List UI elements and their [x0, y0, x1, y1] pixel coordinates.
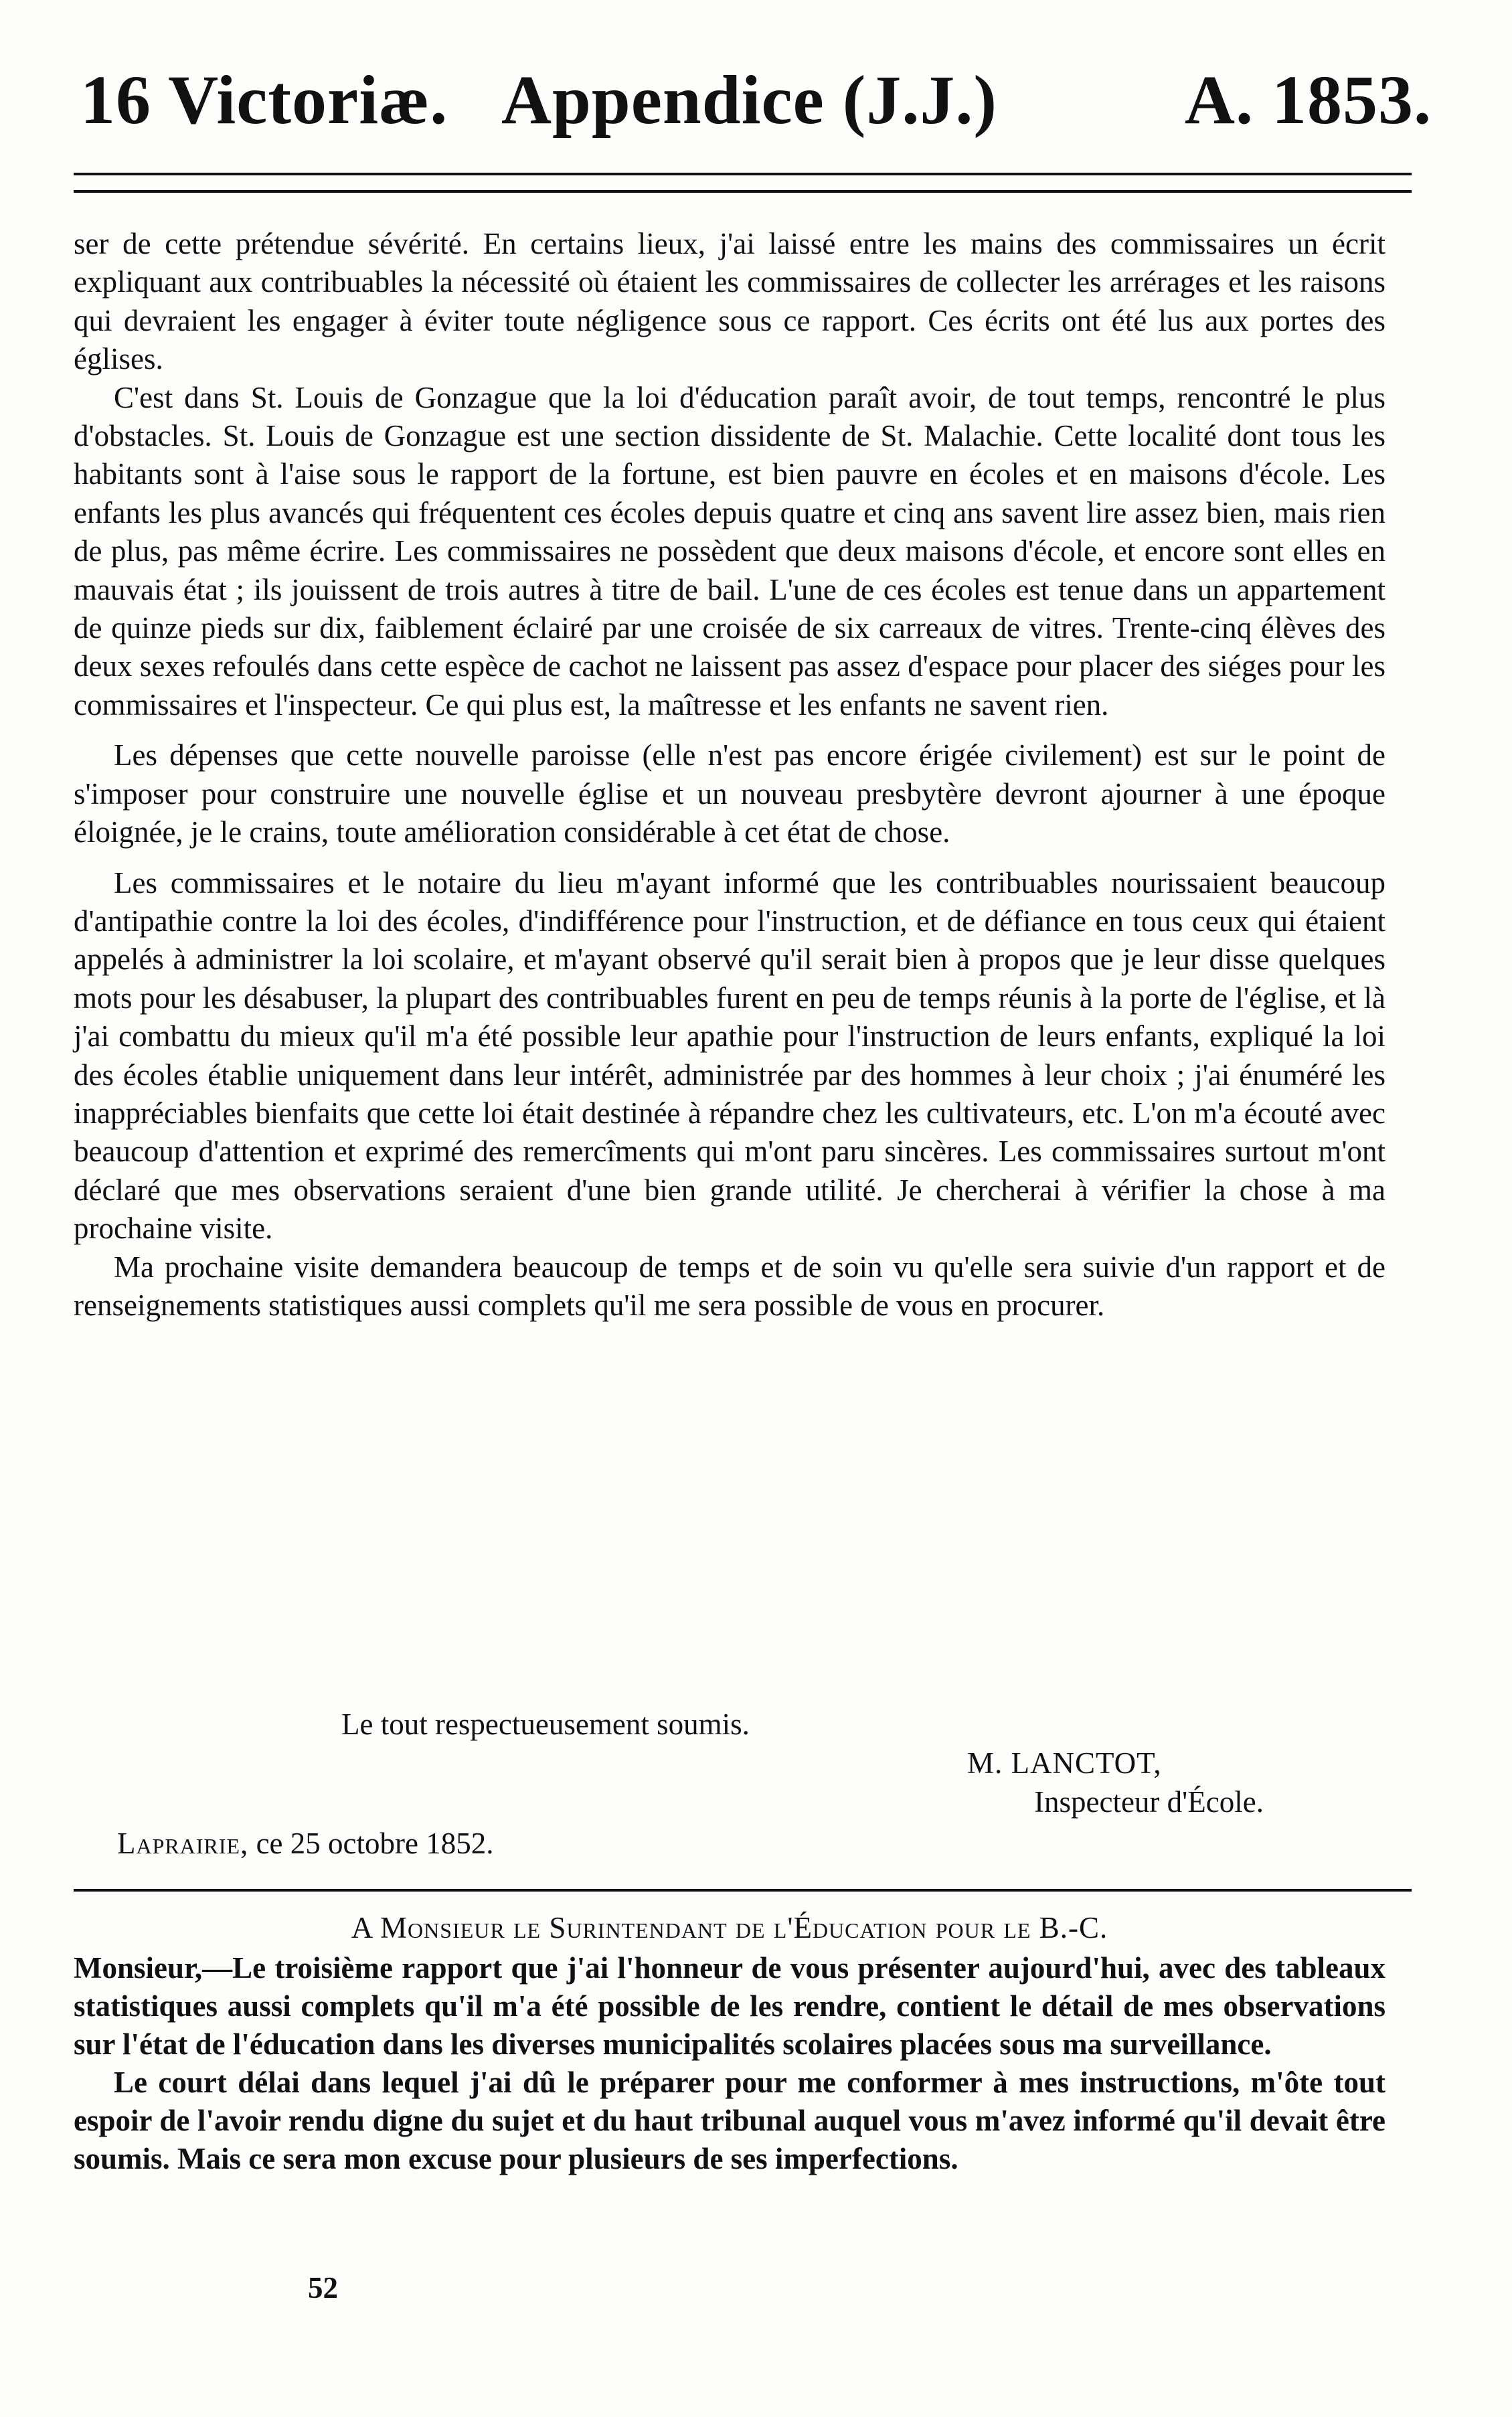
letter-two-body	[74, 1949, 1385, 2178]
paragraph: Le court délai dans lequel j'ai dû le préparer pour me conformer à mes instructions, m'ôte tout espoir de l'avoir rendu digne du sujet et du haut tribunal auquel vous m'avez informé qu'il devait être soumis. Mais ce sera mon excuse pour plusieurs de ses imperfections.	[74, 2066, 1385, 2175]
paragraph: Les dépenses que cette nouvelle paroisse (elle n'est pas encore érigée civilement) est sur le point de s'imposer pour construire une nouvelle église et un nouveau presbytère devront ajourner à une époque éloignée, je le crains, toute amélioration considérable à cet état de chose.	[74, 738, 1385, 849]
closing-line: Le tout respectueusement soumis.	[341, 1707, 750, 1741]
letter-one-body	[74, 225, 1385, 1325]
paragraph: Ma prochaine visite demandera beaucoup de temps et de soin vu qu'elle sera suivie d'un rapport et de renseignements statistiques aussi complets qu'il me sera possible de vous en procurer.	[74, 1250, 1385, 1322]
header-left-regnal-year: 16 Victoriæ.	[80, 62, 448, 139]
letter-date: ce 25 octobre 1852.	[256, 1827, 494, 1860]
header-center-appendix: Appendice (J.J.)	[501, 62, 998, 139]
paragraph: C'est dans St. Louis de Gonzague que la loi d'éducation paraît avoir, de tout temps, rencontré le plus d'obstacles. St. Louis de Gonzague est une section dissidente de St. Malachie. Cette localité dont tous les habitants sont à l'aise sous le rapport de la fortune, est bien pauvre en écoles et en maisons d'école. Les enfants les plus avancés qui fréquentent ces écoles depuis quatre et cinq ans savent lire assez bien, mais rien de plus, pas même écrire. Les commissaires ne possèdent que deux maisons d'école, et encore sont elles en mauvais état ; ils jouissent de trois autres à titre de bail. L'une de ces écoles est tenue dans un appartement de quinze pieds sur dix, faiblement éclairé par une croisée de six carreaux de vitres. Trente-cinq élèves des deux sexes refoulés dans cette espèce de cachot ne laissent pas assez d'espace pour placer des siéges pour les commissaires et l'inspecteur. Ce qui plus est, la maîtresse et les enfants ne savent rien.	[74, 380, 1385, 722]
place-and-date	[117, 1825, 493, 1863]
paragraph: Les commissaires et le notaire du lieu m'ayant informé que les contribuables nourissaient beaucoup d'antipathie contre la loi des écoles, d'indifférence pour l'instruction, et de défiance en tous ceux qui étaient appelés à administrer la loi scolaire, et m'ayant observé qu'il serait bien à propos que je leur disse quelques mots pour les désabuser, la plupart des contribuables furent en peu de temps réunis à la porte de l'église, et là j'ai combattu du mieux qu'il m'a été possible leur apathie pour l'instruction de leurs enfants, expliqué la loi des écoles établie uniquement dans leur intérêt, administrée par des hommes à leur choix ; j'ai énuméré les inappréciables bienfaits que cette loi était destinée à répandre chez les cultivateurs, etc. L'on m'a écouté avec beaucoup d'attention et exprimé des remercîments qui m'ont paru sincères. Les commissaires surtout m'ont déclaré que mes observations seraient d'une bien grande utilité. Je chercherai à vérifier la chose à ma prochaine visite.	[74, 865, 1385, 1246]
header-right-year: A. 1853.	[1184, 62, 1432, 139]
paragraph: Monsieur,—Le troisième rapport que j'ai l'honneur de vous présenter aujourd'hui, avec des tableaux statistiques aussi complets qu'il m'a été possible de les rendre, contient le détail de mes observations sur l'état de l'éducation dans les diverses municipalités scolaires placées sous ma surveillance.	[74, 1951, 1385, 2061]
running-header	[67, 50, 1432, 151]
signature-title: Inspecteur d'École.	[1034, 1785, 1264, 1819]
section-divider-rule	[74, 1889, 1412, 1892]
paragraph: ser de cette prétendue sévérité. En certains lieux, j'ai laissé entre les mains des commissaires un écrit expliquant aux contribuables la nécessité où étaient les commissaires de collecter les arrérages et les raisons qui devraient les engager à éviter toute négligence sous ce rapport. Ces écrits ont été lus aux portes des églises.	[74, 227, 1385, 376]
place-name: Laprairie,	[117, 1827, 249, 1860]
header-double-rule	[74, 173, 1412, 193]
letter-two-address-heading: A Monsieur le Surintendant de l'Éducation pour le B.-C.	[351, 1911, 1108, 1944]
page-number: 52	[308, 2271, 338, 2305]
signature-name: M. LANCTOT,	[967, 1746, 1162, 1780]
